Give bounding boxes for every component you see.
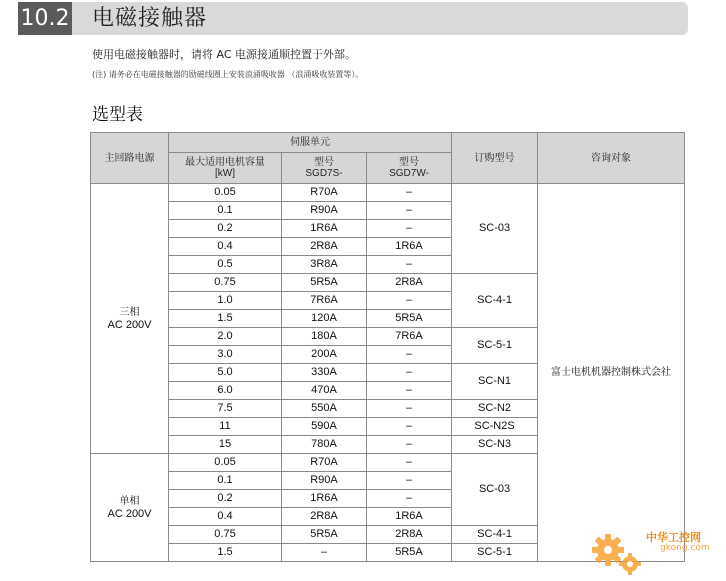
- cell-sgd7w: 2R8A: [367, 526, 452, 544]
- cell-sgd7s: 180A: [282, 328, 367, 346]
- header-main-power: 主回路电源: [91, 133, 169, 184]
- cell-sgd7w: 2R8A: [367, 274, 452, 292]
- header-capacity: 最大适用电机容量 [kW]: [169, 153, 282, 184]
- cell-kw: 0.4: [169, 508, 282, 526]
- cell-kw: 0.2: [169, 220, 282, 238]
- cell-order: SC-4-1: [452, 274, 538, 328]
- cell-sgd7w: –: [367, 346, 452, 364]
- cell-kw: 6.0: [169, 382, 282, 400]
- group-three-phase-line2: AC 200V: [107, 318, 152, 331]
- cell-order: SC-5-1: [452, 328, 538, 364]
- cell-kw: 11: [169, 418, 282, 436]
- cell-sgd7s: 550A: [282, 400, 367, 418]
- cell-sgd7s: R70A: [282, 184, 367, 202]
- cell-sgd7s: –: [282, 544, 367, 562]
- selection-table: [90, 132, 685, 562]
- group-single-phase: [91, 454, 169, 562]
- cell-sgd7s: 2R8A: [282, 238, 367, 256]
- watermark-text: 中华工控网: [646, 531, 701, 544]
- cell-order: SC-N2: [452, 400, 538, 418]
- cell-sgd7s: 200A: [282, 346, 367, 364]
- cell-sgd7s: 3R8A: [282, 256, 367, 274]
- cell-sgd7s: 780A: [282, 436, 367, 454]
- cell-sgd7w: 7R6A: [367, 328, 452, 346]
- cell-kw: 7.5: [169, 400, 282, 418]
- cell-sgd7w: –: [367, 472, 452, 490]
- header-contact: 咨询对象: [538, 133, 685, 184]
- header-model-sgd7s: 型号 SGD7S-: [282, 153, 367, 184]
- note-text: (注) 请务必在电磁接触器的励磁线圈上安装浪涌吸收器 （浪涌吸收装置等）。: [92, 70, 364, 79]
- cell-sgd7w: –: [367, 220, 452, 238]
- group-single-phase-line1: 单相: [119, 495, 140, 507]
- cell-sgd7s: 330A: [282, 364, 367, 382]
- cell-kw: 1.5: [169, 310, 282, 328]
- cell-kw: 2.0: [169, 328, 282, 346]
- cell-sgd7s: R90A: [282, 472, 367, 490]
- cell-sgd7w: –: [367, 256, 452, 274]
- cell-sgd7w: –: [367, 400, 452, 418]
- header-model-sgd7w: 型号 SGD7W-: [367, 153, 452, 184]
- cell-sgd7s: 2R8A: [282, 508, 367, 526]
- cell-sgd7w: 5R5A: [367, 310, 452, 328]
- cell-kw: 0.75: [169, 274, 282, 292]
- cell-order: SC-03: [452, 454, 538, 526]
- cell-sgd7s: 590A: [282, 418, 367, 436]
- cell-kw: 0.2: [169, 490, 282, 508]
- cell-order: SC-N3: [452, 436, 538, 454]
- cell-kw: 1.5: [169, 544, 282, 562]
- cell-sgd7w: –: [367, 292, 452, 310]
- cell-sgd7w: 1R6A: [367, 238, 452, 256]
- group-single-phase-line2: AC 200V: [107, 507, 152, 520]
- group-three-phase: [91, 184, 169, 454]
- gear-icon: [592, 534, 641, 575]
- cell-order: SC-4-1: [452, 526, 538, 544]
- cell-contact: 富士电机机器控制株式会社: [538, 184, 685, 562]
- header-order-model: 订购型号: [452, 133, 538, 184]
- cell-kw: 3.0: [169, 346, 282, 364]
- cell-sgd7s: R70A: [282, 454, 367, 472]
- cell-sgd7w: 5R5A: [367, 544, 452, 562]
- cell-sgd7s: R90A: [282, 202, 367, 220]
- cell-kw: 15: [169, 436, 282, 454]
- cell-kw: 0.1: [169, 202, 282, 220]
- cell-sgd7s: 470A: [282, 382, 367, 400]
- cell-order: SC-N2S: [452, 418, 538, 436]
- cell-kw: 0.05: [169, 454, 282, 472]
- cell-sgd7w: –: [367, 364, 452, 382]
- cell-sgd7w: –: [367, 382, 452, 400]
- cell-sgd7w: –: [367, 418, 452, 436]
- cell-sgd7w: 1R6A: [367, 508, 452, 526]
- intro-text: 使用电磁接触器时，请将 AC 电源接通顺控置于外部。: [92, 48, 357, 61]
- section-title: 电磁接触器: [92, 6, 208, 31]
- cell-sgd7s: 1R6A: [282, 490, 367, 508]
- cell-sgd7s: 1R6A: [282, 220, 367, 238]
- cell-sgd7s: 120A: [282, 310, 367, 328]
- cell-order: SC-N1: [452, 364, 538, 400]
- watermark-url: gkong.com: [660, 543, 710, 553]
- cell-sgd7w: –: [367, 202, 452, 220]
- cell-kw: 5.0: [169, 364, 282, 382]
- cell-kw: 1.0: [169, 292, 282, 310]
- cell-sgd7w: –: [367, 436, 452, 454]
- cell-sgd7w: –: [367, 454, 452, 472]
- cell-order: SC-5-1: [452, 544, 538, 562]
- table-subtitle: 选型表: [92, 105, 143, 125]
- cell-sgd7s: 5R5A: [282, 526, 367, 544]
- cell-kw: 0.4: [169, 238, 282, 256]
- group-three-phase-line1: 三相: [119, 306, 140, 318]
- cell-sgd7s: 7R6A: [282, 292, 367, 310]
- cell-kw: 0.5: [169, 256, 282, 274]
- header-servo-unit: 伺服单元: [169, 133, 452, 153]
- cell-sgd7s: 5R5A: [282, 274, 367, 292]
- section-number: 10.2: [18, 2, 72, 35]
- cell-kw: 0.1: [169, 472, 282, 490]
- cell-sgd7w: –: [367, 184, 452, 202]
- cell-kw: 0.05: [169, 184, 282, 202]
- cell-order: SC-03: [452, 184, 538, 274]
- cell-sgd7w: –: [367, 490, 452, 508]
- cell-kw: 0.75: [169, 526, 282, 544]
